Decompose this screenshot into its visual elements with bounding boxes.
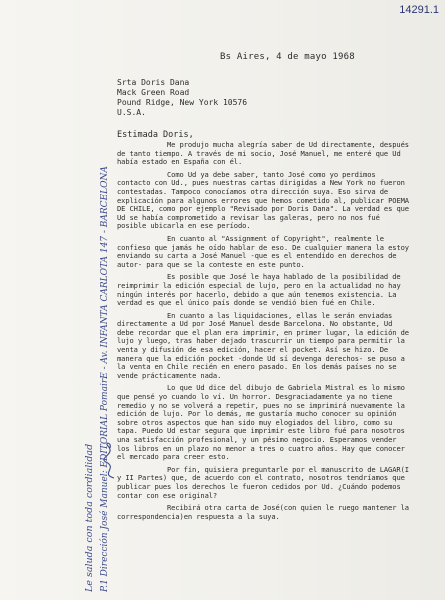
salutation: Estimada Doris, xyxy=(117,130,194,140)
body-paragraph: Lo que Ud dice del dibujo de Gabriela Mistral es lo mismo que pensé yo cuando lo ví. Un horror. Desgraciadamente ya no tiene remedio y no se volverá a repetir, pues no se imprimirá nuevamente la edición de lujo. Por lo demás, me gustaría mucho conocer su opinión sobre otros aspectos que han sido muy elogiados del libro, como su tapa. Puedo Ud estar segura que imprimir este libro fué para nosotros una satisfacción profesional, y un pésimo negocio. Esperamos vender los libros en un plazo no menor a tres o cuatro años. Hay que conocer el mercado para creer esto. xyxy=(117,383,405,462)
body-paragraph: Por fin, quisiera preguntarle por el manuscrito de LAGAR(I y II Partes) que, de acuerdo con el contrato, nosotros tendríamos que publicar pues los derechos le fueron cedidos por Ud. ¿Cuándo podemos contar con ese original? xyxy=(117,464,409,500)
archive-id: 14291.1 xyxy=(399,4,439,16)
body-paragraph: Me produjo mucha alegría saber de Ud directamente, después de tanto tiempo. A través de mi socio, José Manuel, me enteré que Ud había estado en España con él. xyxy=(117,140,409,167)
body-paragraph: Recibirá otra carta de José(con quien le ruego mantener la correspondencia)en respuesta a la suya. xyxy=(117,503,409,521)
signature-scribble xyxy=(96,440,120,480)
body-paragraph: En cuanto a las liquidaciones, ellas le serán enviadas directamente a Ud por José Manuel desde Barcelona. No obstante, Ud debe recordar que el plan era imprimir, en primer lugar, la edición de lujo y luego, tras haber dejado trascurrir un tiempo para permitir la venta y difusión de esa edición, hacer el pocket. Así se hizo. De manera que la edición pocket -donde Ud sí devenga derechos- se puso a la venta en Chile recién en enero pasado. En los demás países no se vende prácticamente nada. xyxy=(117,310,409,380)
letter-date: Bs Aires, 4 de mayo 1968 xyxy=(220,52,355,62)
body-paragraph: Es posible que José le haya hablado de la posibilidad de reimprimir la edición especial de lujo, pero en la actualidad no hay ningún interés por hacerlo, debido a que aún tenemos existencia. La verdad es que el único país donde se vendió bien fué en Chile. xyxy=(117,272,401,308)
letter-body xyxy=(117,141,413,525)
body-paragraph: En cuanto al "Assignment of Copyright", realmente le confieso que jamás he oído hablar de eso. De cualquier manera la estoy enviando su carta a José Manuel -que es el entendido en derechos de autor- para que se la conteste en este punto. xyxy=(117,233,409,269)
recipient-line: Mack Green Road xyxy=(117,88,190,97)
recipient-address xyxy=(117,78,247,118)
body-paragraph: Como Ud ya debe saber, tanto José como yo perdimos contacto con Ud., pues nuestras cartas dirigidas a New York no fueron contestadas. Tampoco conocíamos otra dirección suya. Eso sirva de explicación para algunos errores que hemos cometido al, publicar POEMA DE CHILE, como por ejemplo "Revisado por Doris Dana". La verdad es que Ud se había comprometido a revisar las galeras, pero no nos fué posible ubicarla en ese período. xyxy=(117,169,409,231)
recipient-line: U.S.A. xyxy=(117,108,146,117)
handwritten-address: P.1 Dirección José Manuel: EDITORIAL PomairE - Av. INFANTA CARLOTA 147 - BARCELONA xyxy=(100,166,110,592)
recipient-line: Srta Doris Dana xyxy=(117,78,190,87)
recipient-line: Pound Ridge, New York 10576 xyxy=(117,98,248,107)
handwritten-closing: Le saluda con toda cordialidad xyxy=(84,443,95,592)
